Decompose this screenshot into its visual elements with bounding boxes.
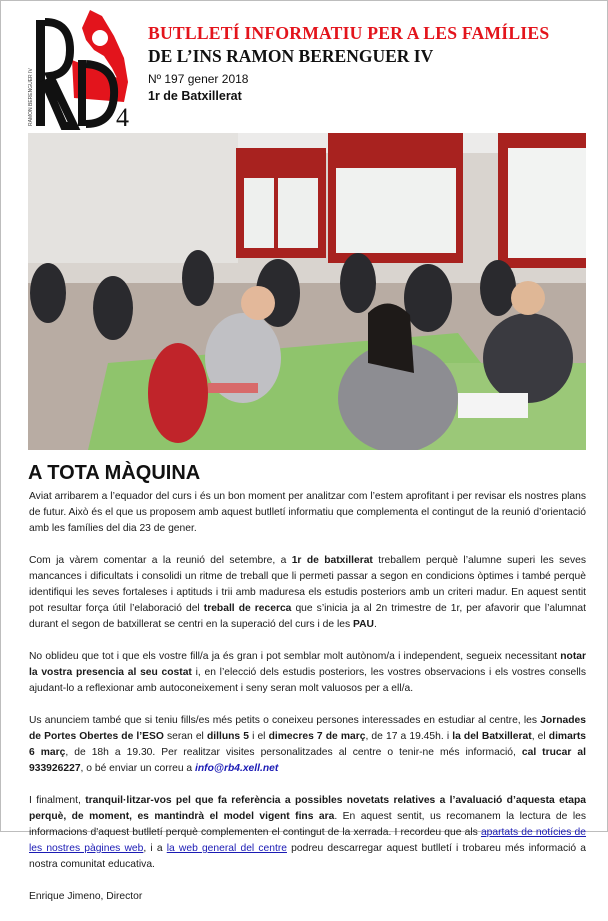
classroom-photo bbox=[28, 133, 586, 450]
paragraph bbox=[29, 553, 586, 633]
bold-text: treball de recerca bbox=[203, 603, 292, 614]
text: Com ja vàrem comentar a la reunió del setembre, a bbox=[29, 555, 292, 566]
school-name: DE L’INS RAMON BERENGUER IV bbox=[148, 46, 434, 66]
text: i, en l’elecció dels estudis posteriors, les vostres observacions i els vostres consells ajudant-lo a reflexionar amb autoconeixement i seny seran molt valuosos per a ell/a. bbox=[29, 667, 586, 694]
text: I finalment, bbox=[29, 795, 86, 806]
text: que s’inicia ja al 2n trimestre de 1r, per afavorir que l’alumnat durant el segon de batxillerat se centri en la superació del curs i de les bbox=[29, 603, 586, 630]
text: . En aquest sentit, us recomanem la lectura de les informacions d'aquest butlletí perquè complementen el contingut de la xerrada. I recordeu que als bbox=[29, 811, 586, 838]
svg-text:RAMON BERENGUER IV: RAMON BERENGUER IV bbox=[28, 68, 34, 126]
email-link[interactable]: info@rb4.xell.net bbox=[195, 763, 279, 774]
text: i el bbox=[248, 731, 269, 742]
article-heading: A TOTA MÀQUINA bbox=[28, 462, 201, 484]
text: Us anunciem també que si teniu fills/es més petits o coneixeu persones interessades en estudiar al centre, les bbox=[29, 715, 541, 726]
paragraph bbox=[29, 489, 586, 537]
web-link[interactable]: la web general del centre bbox=[166, 843, 287, 854]
bulletin-title: BUTLLETÍ INFORMATIU PER A LES FAMÍLIES bbox=[148, 23, 550, 43]
bold-text: PAU bbox=[352, 619, 374, 630]
text: , el bbox=[531, 731, 549, 742]
bold-text: dimecres 7 de març bbox=[268, 731, 366, 742]
svg-text:4: 4 bbox=[116, 103, 129, 132]
paragraph bbox=[29, 793, 586, 873]
bold-text: la del Batxillerat bbox=[452, 731, 532, 742]
bold-text: notar la vostra presencia al seu costat bbox=[29, 651, 586, 678]
paragraph bbox=[29, 649, 586, 697]
text: Enrique Jimeno, Director bbox=[29, 891, 143, 902]
text: . bbox=[373, 619, 377, 630]
course-label: 1r de Batxillerat bbox=[148, 89, 242, 103]
text: podreu descarregar aquest butlletí i trobareu més informació a nostra comunitat educativa. bbox=[29, 843, 586, 870]
bold-text: 1r de batxillerat bbox=[291, 555, 373, 566]
bold-text: dimarts 6 març bbox=[29, 731, 586, 758]
text: treballem perquè l’alumne superi les seves mancances i dificultats i consolidi un ritme de treball que li permeti passar a segon en condicions òptimes i també perquè identifiqui les seves fortaleses i aptituds i trii amb maduresa els estudis posteriors amb un criteri madur. En aquest sentit pot resultar força útil l’elaboració del bbox=[29, 555, 586, 614]
text: , o bé enviar un correu a bbox=[80, 763, 196, 774]
text: Aviat arribarem a l’equador del curs i és un bon moment per analitzar com l’estem aprofitant i per revisar els nostres plans de futur. Això és el que us proposem amb aquest butlletí informatiu que complementa el contingut de la reunió d’orientació amb les famílies del dia 23 de gener. bbox=[29, 491, 586, 534]
web-link[interactable]: apartats de notícies de les nostres pàgines web bbox=[29, 827, 587, 854]
bold-text: tranquil·litzar-vos pel que fa referència a possibles novetats relatives a l’avaluació d’aquesta etapa perquè, de moment, es mantindrà el model vigent fins ara bbox=[29, 795, 586, 822]
paragraph bbox=[29, 713, 586, 777]
text: seran el bbox=[163, 731, 207, 742]
signature bbox=[29, 889, 586, 905]
text: No oblideu que tot i que els vostre fill/a ja és gran i pot semblar molt autònom/a i independent, segueix necessitant bbox=[29, 651, 561, 662]
text: , de 17 a 19.45h. i bbox=[365, 731, 453, 742]
text: , de 18h a 19.30. Per realitzar visites personalitzades al centre o tenir-ne més informació, bbox=[65, 747, 522, 758]
bold-text: dilluns 5 bbox=[206, 731, 249, 742]
bold-text: Jornades de Portes Obertes de l’ESO bbox=[29, 715, 586, 742]
bold-text: cal trucar al 933926227 bbox=[29, 747, 586, 774]
text: , i a bbox=[143, 843, 167, 854]
issue-number: Nº 197 gener 2018 bbox=[148, 72, 249, 86]
article-body bbox=[29, 489, 586, 921]
school-logo bbox=[28, 6, 136, 132]
